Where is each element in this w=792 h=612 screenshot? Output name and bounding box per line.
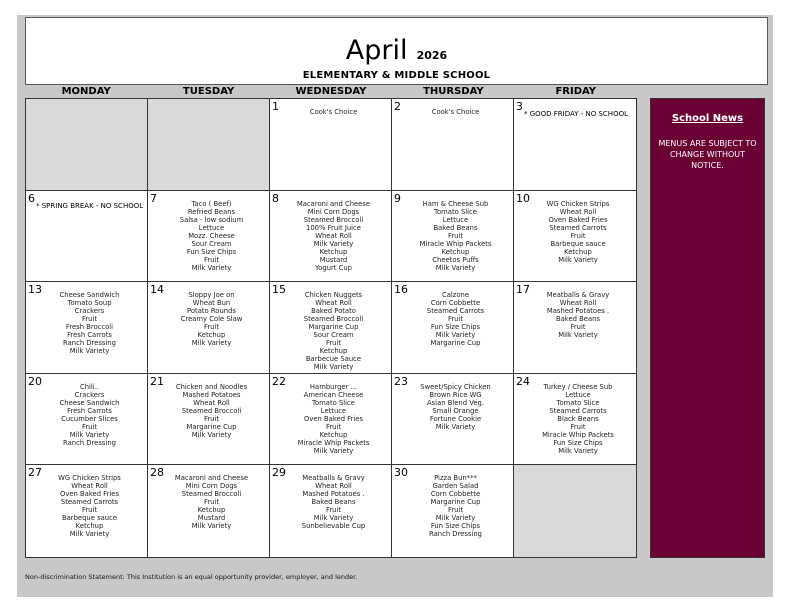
- menu-item: Cook's Choice: [309, 108, 358, 116]
- menu-item: Tomato Slice: [434, 207, 477, 216]
- calendar-cell: [392, 282, 514, 374]
- menu-list: [402, 383, 509, 431]
- year-label: 2026: [416, 49, 448, 62]
- news-text: MENUS ARE SUBJECT TO CHANGE WITHOUT NOTICE.: [658, 139, 757, 170]
- day-number: 24: [516, 374, 530, 388]
- menu-item: Lettuce: [565, 390, 591, 399]
- menu-item: Ketchup: [319, 347, 348, 356]
- day-number: 29: [272, 466, 286, 480]
- day-number: 13: [28, 283, 42, 297]
- menu-item: Baked Beans: [555, 315, 601, 324]
- calendar-cell: [148, 374, 270, 466]
- calendar-cell: [148, 282, 270, 374]
- calendar-cell: [392, 99, 514, 191]
- menu-item: Wheat Roll: [315, 299, 352, 308]
- menu-item: Cheese Sandwich: [59, 291, 120, 300]
- calendar-cell-empty: [26, 99, 148, 191]
- menu-item: Cheese Sandwich: [59, 398, 120, 407]
- menu-item: Milk Variety: [435, 331, 476, 340]
- menu-item: Milk Variety: [69, 530, 110, 539]
- menu-item: Asian Blend Veg.: [426, 398, 484, 407]
- day-number: 7: [150, 191, 157, 205]
- day-number: 9: [394, 191, 401, 205]
- menu-item: Creamy Cole Slaw: [180, 315, 243, 324]
- menu-item: Small Orange: [432, 406, 479, 415]
- calendar-cell: [26, 374, 148, 466]
- menu-item: Milk Variety: [191, 522, 232, 531]
- day-number: 22: [272, 374, 286, 388]
- menu-item: WG Chicken Strips: [58, 474, 121, 483]
- calendar-cell: [392, 191, 514, 283]
- weekday-wednesday: WEDNESDAY: [295, 86, 367, 97]
- menu-item: Fresh Broccoli: [65, 323, 114, 332]
- menu-item: Ranch Dressing: [429, 530, 482, 539]
- calendar-cell: [514, 374, 636, 466]
- menu-item: Milk Variety: [558, 446, 598, 455]
- menu-item: Milk Variety: [191, 430, 232, 439]
- menu-item: Mini Corn Dogs: [185, 482, 238, 491]
- menu-item: Sour Cream: [313, 331, 354, 340]
- menu-item: Lettuce: [442, 215, 469, 224]
- page-title: [26, 35, 767, 66]
- menu-item: Baked Potato: [311, 307, 356, 316]
- menu-item: Ketchup: [319, 247, 348, 256]
- menu-item: Baked Beans: [311, 498, 356, 507]
- menu-item: Crackers: [74, 307, 105, 316]
- menu-item: WG Chicken Strips: [546, 199, 610, 208]
- menu-item: Fun Size Chips: [186, 247, 237, 256]
- menu-item: Wheat Roll: [315, 231, 352, 240]
- menu-item: Ketchup: [564, 247, 592, 256]
- menu-list: [402, 474, 509, 538]
- day-number: 23: [394, 374, 408, 388]
- menu-item: Pizza Bun***: [434, 474, 477, 483]
- menu-item: Ketchup: [441, 247, 470, 256]
- menu-list: [524, 200, 632, 264]
- menu-item: Milk Variety: [313, 446, 354, 455]
- day-number: 21: [150, 374, 164, 388]
- menu-item: Fruit: [81, 315, 98, 324]
- menu-item: Taco ( Beef): [191, 199, 232, 208]
- menu-item: Fruit: [203, 323, 220, 332]
- menu-item: Macaroni and Cheese: [296, 199, 371, 208]
- calendar-grid: [25, 98, 637, 558]
- menu-list: [158, 200, 265, 272]
- menu-item: Ketchup: [197, 506, 226, 515]
- menu-item: Yogurt Cup: [314, 263, 353, 272]
- menu-item: Mashed Potatoes .: [302, 490, 365, 499]
- menu-item: Mustard: [319, 255, 348, 264]
- menu-item: Milk Variety: [313, 363, 354, 372]
- menu-item: Miracle Whip Packets: [297, 438, 370, 447]
- menu-list: [158, 474, 265, 530]
- title-box: [25, 17, 768, 85]
- menu-list: [158, 383, 265, 439]
- menu-list: [280, 291, 387, 371]
- menu-item: Ketchup: [197, 331, 226, 340]
- menu-item: Fortune Cookie: [429, 414, 482, 423]
- menu-item: Hamburger ...: [309, 382, 358, 391]
- calendar-cell: [270, 282, 392, 374]
- menu-item: Crackers: [74, 390, 105, 399]
- menu-item: American Cheese: [303, 390, 364, 399]
- menu-list: [402, 291, 509, 347]
- menu-item: Mashed Potatoes .: [546, 307, 610, 316]
- weekday-monday: MONDAY: [61, 86, 111, 97]
- menu-item: Refried Beans: [187, 207, 236, 216]
- menu-item: Steamed Carrots: [549, 223, 607, 232]
- menu-item: Fruit: [325, 339, 342, 348]
- menu-item: Milk Variety: [313, 239, 354, 248]
- day-number: 20: [28, 374, 42, 388]
- menu-item: Tomato Slice: [312, 398, 355, 407]
- calendar-cell-empty: [514, 465, 636, 557]
- menu-item: Salsa - low sodium: [179, 215, 244, 224]
- menu-item: Wheat Roll: [315, 482, 352, 491]
- calendar-cell: [392, 465, 514, 557]
- day-number: 6: [28, 191, 35, 205]
- menu-item: Sour Cream: [191, 239, 232, 248]
- calendar-cell: [392, 374, 514, 466]
- day-number: 30: [394, 466, 408, 480]
- menu-item: Sunbelievable Cup: [301, 522, 366, 531]
- menu-list: [158, 291, 265, 347]
- menu-list: [36, 474, 143, 538]
- day-number: 3: [516, 100, 523, 113]
- menu-list: [280, 108, 387, 116]
- menu-item: Barbeque sauce: [61, 514, 117, 523]
- calendar-cell: [270, 374, 392, 466]
- menu-item: Cook's Choice: [431, 108, 480, 116]
- weekday-thursday: THURSDAY: [423, 86, 484, 97]
- menu-item: Lettuce: [198, 223, 225, 232]
- menu-list: [524, 291, 632, 339]
- menu-item: Sloppy Joe on: [188, 291, 235, 300]
- non-discrimination-statement: Non-discrimination Statement: This Institution is an equal opportunity provider, employer, and lender.: [25, 573, 358, 581]
- menu-item: Ketchup: [319, 430, 348, 439]
- menu-list: [280, 200, 387, 272]
- menu-item: Fruit: [203, 498, 220, 507]
- menu-item: Oven Baked Fries: [548, 215, 608, 224]
- calendar-cell: [26, 191, 148, 283]
- menu-item: Miracle Whip Packets: [419, 239, 492, 248]
- calendar-cell: [514, 191, 636, 283]
- menu-item: Oven Baked Fries: [59, 490, 120, 499]
- menu-item: Mini Corn Dogs: [307, 207, 360, 216]
- menu-item: Chicken and Noodles: [175, 382, 248, 391]
- calendar-cell: [514, 282, 636, 374]
- menu-item: Milk Variety: [558, 255, 598, 264]
- menu-item: Miracle Whip Packets: [542, 430, 614, 439]
- news-title: School News: [671, 113, 744, 124]
- menu-item: Fruit: [203, 414, 220, 423]
- menu-item: Fruit: [325, 422, 342, 431]
- menu-item: Corn Cobbette: [430, 490, 481, 499]
- menu-item: Chili..: [79, 382, 100, 391]
- month-title: April: [345, 35, 408, 66]
- menu-item: Ketchup: [75, 522, 104, 531]
- menu-list: [36, 291, 143, 355]
- menu-item: Ranch Dressing: [63, 339, 116, 348]
- menu-item: Steamed Broccoli: [303, 315, 364, 324]
- menu-item: Fruit: [447, 231, 464, 240]
- menu-item: Barbeque sauce: [550, 239, 606, 248]
- menu-item: Tomato Soup: [67, 299, 112, 308]
- calendar-cell: [270, 191, 392, 283]
- menu-item: Steamed Carrots: [60, 498, 119, 507]
- school-name: ELEMENTARY & MIDDLE SCHOOL: [302, 70, 491, 81]
- menu-item: Chicken Nuggets: [304, 291, 363, 300]
- menu-item: Milk Variety: [69, 347, 110, 356]
- menu-item: Baked Beans: [433, 223, 478, 232]
- menu-item: Wheat Roll: [559, 299, 597, 308]
- menu-item: Milk Variety: [313, 514, 354, 523]
- menu-item: Steamed Broccoli: [181, 490, 242, 499]
- menu-list: [402, 108, 509, 116]
- menu-item: Meatballs & Gravy: [546, 291, 610, 300]
- menu-item: Black Beans: [557, 414, 599, 423]
- day-number: 1: [272, 100, 279, 113]
- menu-item: Brown Rice WG: [429, 390, 482, 399]
- day-number: 28: [150, 466, 164, 480]
- calendar-cell: [148, 191, 270, 283]
- calendar-cell: [270, 465, 392, 557]
- weekday-tuesday: TUESDAY: [182, 86, 235, 97]
- menu-list: [280, 474, 387, 530]
- menu-item: Corn Cobbette: [430, 299, 481, 308]
- menu-item: Wheat Bun: [192, 299, 231, 308]
- menu-item: Turkey / Cheese Sub: [543, 382, 613, 391]
- menu-item: Oven Baked Fries: [303, 414, 364, 423]
- menu-item: Garden Salad: [432, 482, 479, 491]
- menu-item: Tomato Slice: [556, 398, 600, 407]
- menu-item: Fresh Carrots: [67, 331, 112, 340]
- day-number: 10: [516, 191, 530, 205]
- menu-item: Steamed Carrots: [426, 307, 485, 316]
- menu-list: [36, 383, 143, 447]
- menu-item: Margarine Cup: [430, 498, 481, 507]
- menu-item: 100% Fruit Juice: [306, 223, 361, 232]
- menu-item: Fruit: [81, 506, 98, 515]
- calendar-cell: [148, 465, 270, 557]
- menu-item: Barbecue Sauce: [305, 355, 362, 364]
- menu-list: [524, 383, 632, 455]
- day-number: 16: [394, 283, 408, 297]
- menu-item: Wheat Roll: [71, 482, 108, 491]
- menu-item: Lettuce: [320, 406, 347, 415]
- menu-item: Fun Size Chips: [553, 438, 603, 447]
- menu-item: Fruit: [325, 506, 342, 515]
- menu-item: Mashed Potatoes: [182, 390, 241, 399]
- menu-item: Wheat Roll: [193, 398, 230, 407]
- menu-item: Fruit: [447, 506, 464, 515]
- menu-item: Fruit: [81, 422, 98, 431]
- menu-item: Sweet/Spicy Chicken: [420, 382, 491, 391]
- menu-list: [402, 200, 509, 272]
- menu-item: Fruit: [570, 323, 586, 332]
- menu-item: Ranch Dressing: [63, 438, 116, 447]
- menu-item: Potato Rounds: [187, 307, 236, 316]
- menu-item: Margarine Cup: [430, 339, 481, 348]
- menu-item: Meatballs & Gravy: [302, 474, 365, 483]
- day-number: 17: [516, 283, 530, 297]
- menu-item: Wheat Roll: [559, 207, 597, 216]
- menu-item: Mozz. Cheese: [188, 231, 235, 240]
- day-number: 8: [272, 191, 279, 205]
- menu-item: Margarine Cup: [186, 422, 237, 431]
- menu-item: Fresh Carrots: [67, 406, 112, 415]
- menu-item: Mustard: [197, 514, 226, 523]
- menu-item: Steamed Broccoli: [303, 215, 364, 224]
- menu-item: Fruit: [570, 422, 586, 431]
- school-news-panel: [650, 98, 765, 558]
- menu-item: Milk Variety: [69, 430, 110, 439]
- menu-item: Fun Size Chips: [430, 522, 481, 531]
- day-number: 27: [28, 466, 42, 480]
- calendar-cell: [514, 99, 636, 191]
- menu-item: Milk Variety: [191, 339, 232, 348]
- menu-item: Fruit: [203, 255, 220, 264]
- menu-item: Ham & Cheese Sub: [422, 199, 489, 208]
- menu-list: [280, 383, 387, 455]
- calendar-cell: [270, 99, 392, 191]
- menu-item: Fun Size Chips: [430, 323, 481, 332]
- menu-item: Milk Variety: [435, 263, 476, 272]
- menu-item: Fruit: [447, 315, 464, 324]
- menu-item: Milk Variety: [435, 514, 476, 523]
- weekday-friday: FRIDAY: [555, 86, 597, 97]
- day-note: * SPRING BREAK - NO SCHOOL: [36, 201, 144, 210]
- menu-item: Steamed Broccoli: [181, 406, 242, 415]
- menu-item: Steamed Carrots: [549, 406, 607, 415]
- day-note: * GOOD FRIDAY - NO SCHOOL: [524, 110, 628, 118]
- day-number: 2: [394, 100, 401, 113]
- calendar-cell: [26, 282, 148, 374]
- menu-item: Margarine Cup: [308, 323, 359, 332]
- calendar-cell: [26, 465, 148, 557]
- menu-item: Milk Variety: [558, 331, 598, 340]
- day-number: 15: [272, 283, 286, 297]
- day-number: 14: [150, 283, 164, 297]
- menu-item: Cucumber Slices: [61, 414, 118, 423]
- menu-item: Fruit: [570, 231, 586, 240]
- menu-item: Milk Variety: [435, 422, 476, 431]
- menu-item: Milk Variety: [191, 263, 232, 272]
- menu-item: Cheetos Puffs: [432, 255, 479, 264]
- calendar-cell-empty: [148, 99, 270, 191]
- menu-item: Calzone: [441, 291, 469, 300]
- menu-item: Macaroni and Cheese: [174, 474, 249, 483]
